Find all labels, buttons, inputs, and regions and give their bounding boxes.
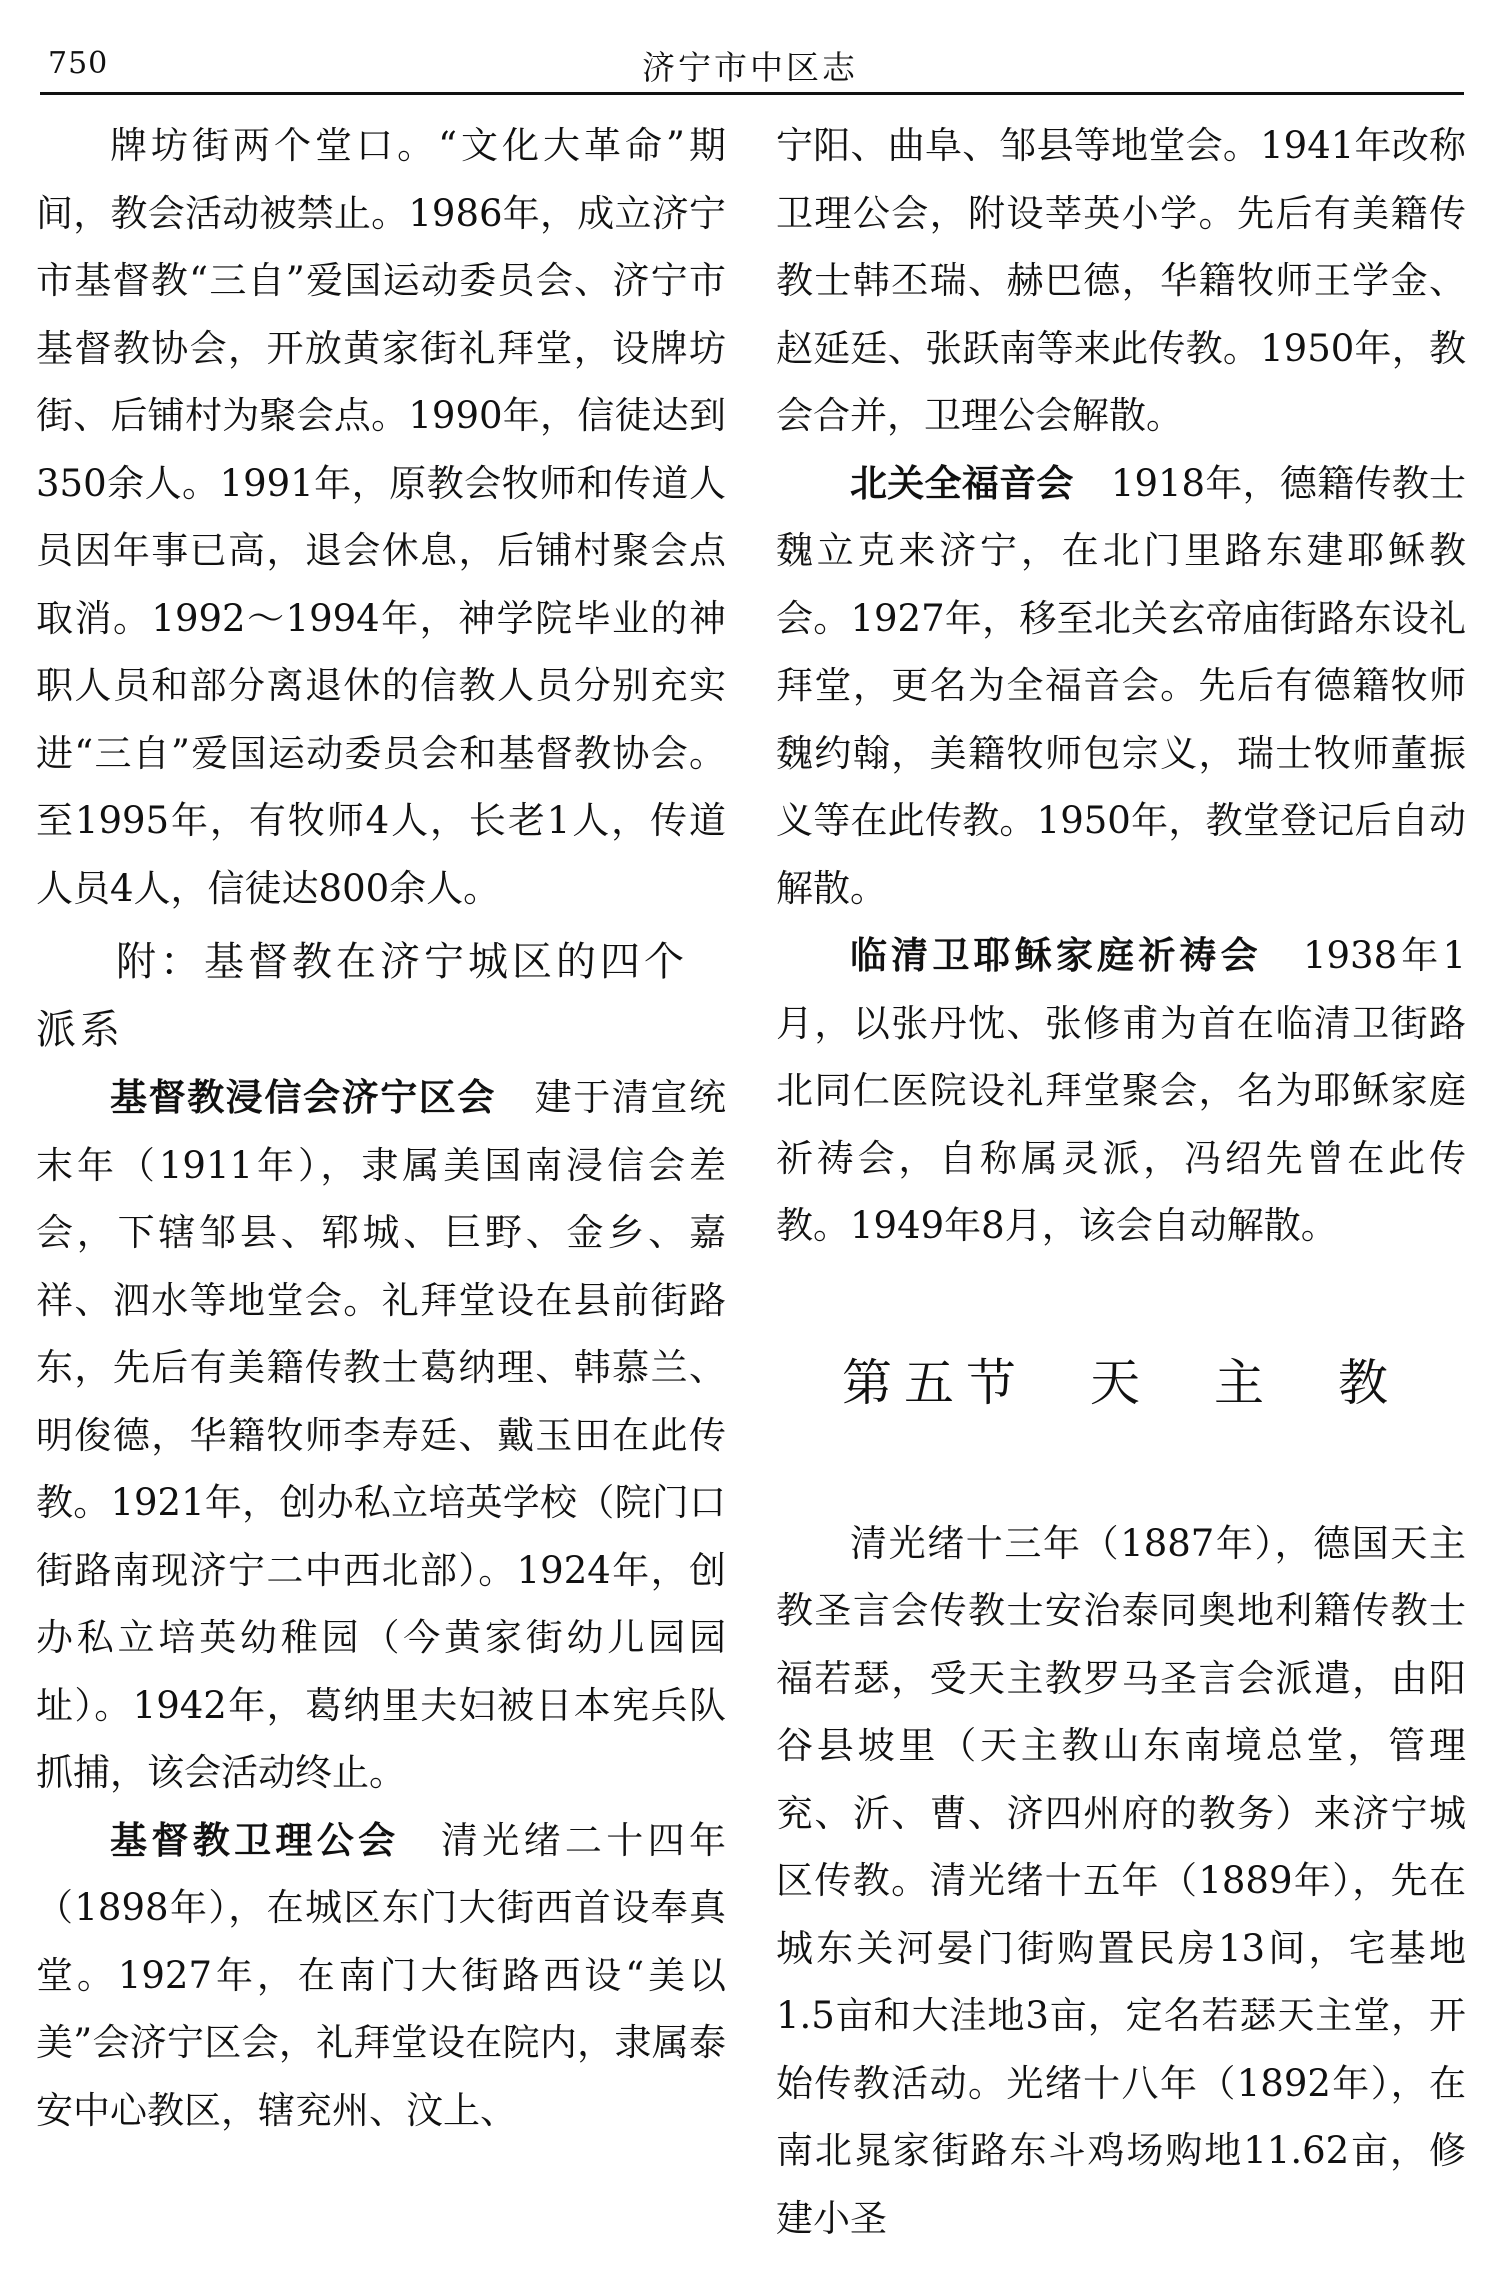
page-header [40, 38, 1460, 94]
appendix-heading: 附：基督教在济宁城区的四个派系 [36, 939, 688, 1053]
paragraph-left-1: 牌坊街两个堂口。“文化大革命”期间，教会活动被禁止。1986年，成立济宁市基督教“三自”爱国运动委员会、济宁市基督教协会，开放黄家街礼拜堂，设牌坊街、后铺村为聚会点。1990年，信徒达到350余人。1991年，原教会牧师和传道人员因年事已高，退会休息，后铺村聚会点取消。1992～1994年，神学院毕业的神职人员和部分离退休的信教人员分别充实进“三自”爱国运动委员会和基督教协会。至1995年，有牧师4人，长老1人，传道人员4人，信徒达800余人。 [36, 124, 726, 910]
paragraph-catholic: 清光绪十三年（1887年），德国天主教圣言会传教士安治泰同奥地利籍传教士福若瑟，受天主教罗马圣言会派遣，由阳谷县坡里（天主教山东南境总堂，管理兖、沂、曹、济四州府的教务）来济宁城区传教。清光绪十五年（1889年），先在城东关河晏门街购置民房13间，宅基地1.5亩和大洼地3亩，定名若瑟天主堂，开始传教活动。光绪十八年（1892年），在南北晁家街路东斗鸡场购地11.62亩，修建小圣 [776, 1521, 1466, 2240]
entry-body: 清光绪二十四年（1898年），在城区东门大街西首设奉真堂。1927年，在南门大街路西设“美以美”会济宁区会，礼拜堂设在院内，隶属泰安中心教区，辖兖州、汶上、 [36, 1818, 726, 2132]
entry-heading: 基督教卫理公会 [110, 1818, 400, 1862]
page-number: 750 [48, 46, 109, 81]
section-title: 第五节 天 主 教 [842, 1353, 1400, 1412]
left-column [36, 112, 726, 2262]
entry-body: 建于清宣统末年（1911年），隶属美国南浸信会差会，下辖邹县、郓城、巨野、金乡、嘉祥、泗水等地堂会。礼拜堂设在县前街路东，先后有美籍传教士葛纳理、韩慕兰、明俊德，华籍牧师李寿廷、戴玉田在此传教。1921年，创办私立培英学校（院门口街路南现济宁二中西北部）。1924年，创办私立培英幼稚园（今黄家街幼儿园园址）。1942年，葛纳里夫妇被日本宪兵队抓捕，该会活动终止。 [36, 1076, 726, 1794]
header-rule [40, 92, 1464, 95]
entry-body: 1918年，德籍传教士魏立克来济宁，在北门里路东建耶稣教会。1927年，移至北关玄帝庙街路东设礼拜堂，更名为全福音会。先后有德籍牧师魏约翰，美籍牧师包宗义，瑞士牧师董振义等在此传教。1950年，教堂登记后自动解散。 [776, 461, 1466, 910]
entry-heading: 基督教浸信会济宁区会 [110, 1076, 496, 1119]
entry-heading: 北关全福音会 [850, 461, 1074, 505]
paragraph-methodist-mission [36, 1807, 726, 2145]
paragraph-right-continuation: 宁阳、曲阜、邹县等地堂会。1941年改称卫理公会，附设莘英小学。先后有美籍传教士韩丕瑞、赫巴德，华籍牧师王学金、赵延廷、张跃南等来此传教。1950年，教会合并，卫理公会解散。 [776, 124, 1466, 437]
entry-heading: 临清卫耶稣家庭祈祷会 [850, 934, 1262, 977]
paragraph-jesus-family [776, 922, 1466, 1260]
paragraph-full-gospel [776, 450, 1466, 923]
right-column [776, 112, 1466, 2262]
running-title: 济宁市中区志 [642, 48, 858, 87]
paragraph-baptist-mission [36, 1064, 726, 1807]
entry-body: 1938年1月，以张丹忱、张修甫为首在临清卫街路北同仁医院设礼拜堂聚会，名为耶稣家庭祈祷会，自称属灵派，冯绍先曾在此传教。1949年8月，该会自动解散。 [776, 934, 1466, 1247]
